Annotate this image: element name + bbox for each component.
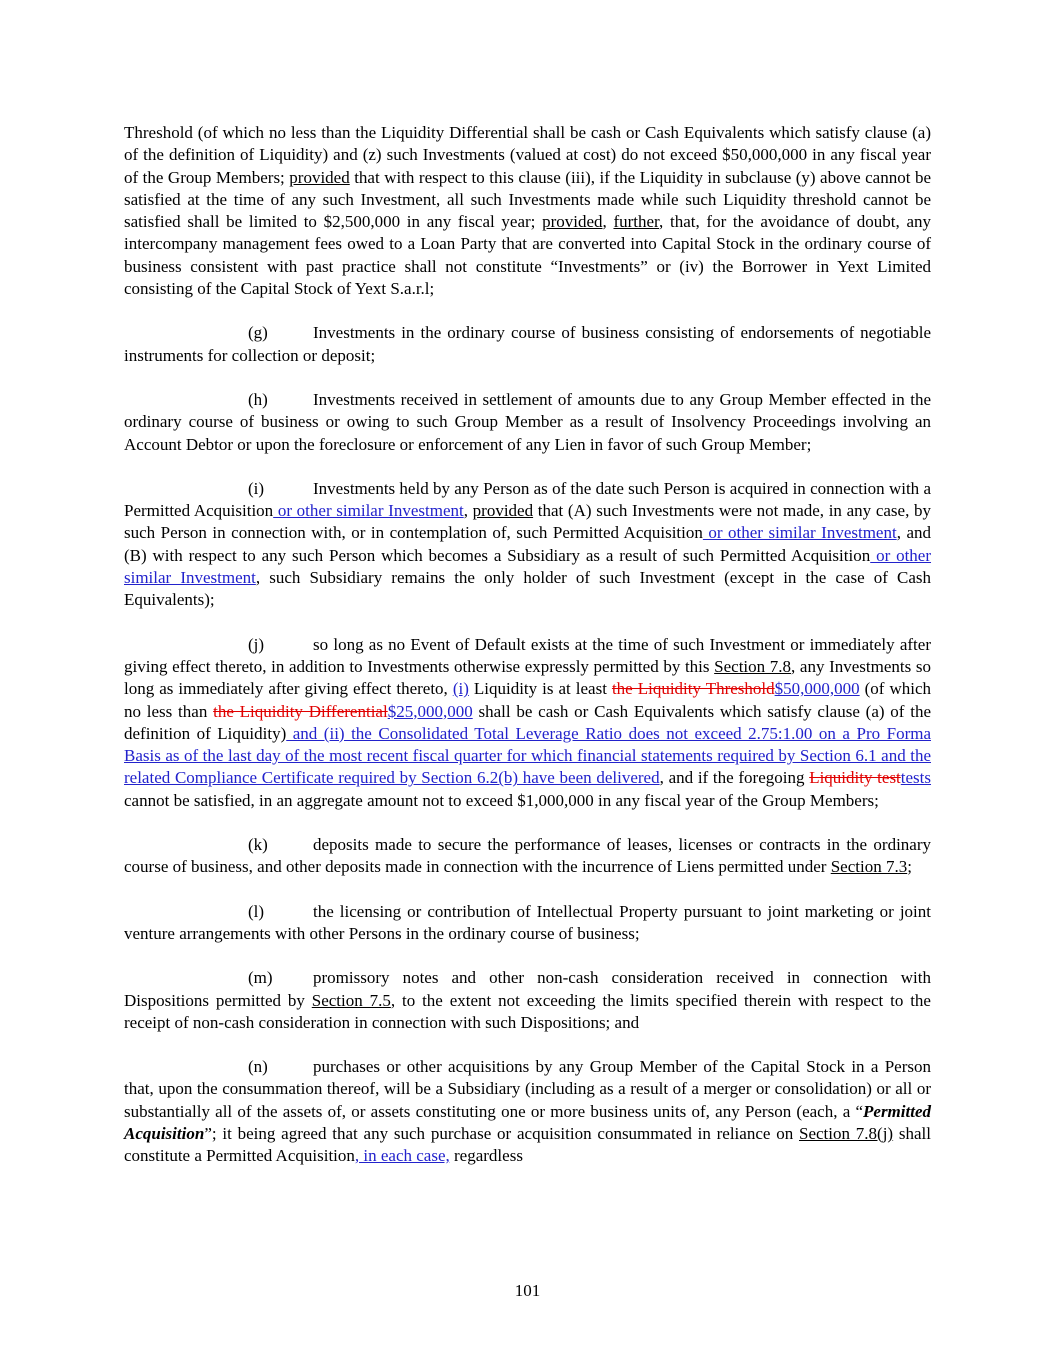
inserted-text: (i) (452, 679, 469, 699)
paragraph-h (124, 389, 931, 456)
text-run: ”; it being agreed that any such purchase or acquisition consummated in reliance on (204, 1123, 799, 1143)
text-run: that (A) such Investments were not made, in any case, by such Person in connection with, or in contemplation of, such Permitted Acquisition (124, 501, 932, 543)
paragraph-l (124, 901, 931, 946)
underlined-term: Section 7.5 (311, 990, 391, 1010)
paragraph-label: (h) (248, 389, 268, 409)
text-run: , that, for the avoidance of doubt, any intercompany management fees owed to a Loan Party that are converted into Capital Stock in the ordinary course of business consistent with past practice shall not constitute “Investments” or (iv) the Borrower in Yext Limited consisting of the Capital Stock of Yext S.a.r.l; (124, 212, 932, 299)
paragraph-k (124, 834, 931, 879)
paragraph-label: (g) (248, 323, 268, 343)
underlined-term: Section 7.8 (714, 656, 792, 676)
inserted-text: or other similar Investment (124, 545, 932, 588)
underlined-term: provided (542, 212, 603, 232)
inserted-text: , in each case, (354, 1146, 450, 1166)
paragraph-label: (k) (248, 835, 268, 855)
document-body (124, 122, 931, 1168)
inserted-text: $25,000,000 (387, 701, 473, 721)
text-run: so long as no Event of Default exists at the time of such Investment or immediately after giving effect thereto, in addition to Investments otherwise expressly permitted by this (124, 634, 931, 676)
text-run: , any Investments so long as immediately after giving effect thereto, (124, 656, 931, 699)
text-run: (of which no less than (124, 679, 932, 721)
text-run: , to the extent not exceeding the limits specified therein with respect to the receipt of non-cash consideration in connection with such Dispositions; and (124, 990, 931, 1032)
text-run: , and if the foregoing (659, 768, 810, 788)
text-run: Liquidity is at least (468, 679, 612, 699)
paragraph-n (124, 1056, 931, 1167)
inserted-text: or other similar Investment (702, 523, 897, 543)
text-run: , (602, 212, 614, 232)
paragraph-i (124, 478, 931, 612)
paragraph-label: (n) (248, 1057, 268, 1077)
underlined-term: provided (289, 167, 350, 187)
text-run: deposits made to secure the performance of leases, licenses or contracts in the ordinary course of business, and other deposits made in connection with the incurrence of Liens permitted under (124, 835, 931, 877)
paragraph-m (124, 967, 931, 1034)
deleted-text: Liquidity test (809, 768, 901, 788)
text-run: , and (B) with respect to any such Person which becomes a Subsidiary as a result of such Permitted Acquisition (124, 523, 931, 565)
text-run: the licensing or contribution of Intellectual Property pursuant to joint marketing or joint venture arrangements with other Persons in the ordinary course of business; (124, 901, 931, 943)
paragraph-continuation (124, 122, 931, 300)
text-run: cannot be satisfied, in an aggregate amount not to exceed $1,000,000 in any fiscal year of the Group Members; (124, 790, 879, 810)
text-run: shall constitute a Permitted Acquisition (124, 1123, 931, 1166)
text-run: , such Subsidiary remains the only holder of such Investment (except in the case of Cash Equivalents); (124, 568, 931, 610)
underlined-term: Section 7.3 (830, 857, 908, 877)
page-number: 101 (514, 1281, 541, 1300)
text-run: purchases or other acquisitions by any Group Member of the Capital Stock in a Person that, upon the consummation thereof, will be a Subsidiary (including as a result of a merger or consolidation) or all or substantially all of the assets of, or assets constituting one or more business units of, any Person (each, a “ (124, 1057, 931, 1121)
text-run: regardless (449, 1146, 523, 1166)
underlined-term: further (613, 212, 660, 232)
text-run: shall be cash or Cash Equivalents which satisfy clause (a) of the definition of Liquidity) (124, 701, 932, 743)
text-run: ; (907, 857, 912, 877)
text-run: Threshold (of which no less than the Liquidity Differential shall be cash or Cash Equivalents which satisfy clause (a) of the definition of Liquidity) and (z) such Investments (valued at cost) do not exceed $50,000,000 in any fiscal year of the Group Members; (124, 123, 931, 187)
underlined-term: Section 7.8(j) (799, 1123, 894, 1143)
paragraph-label: (i) (248, 478, 265, 498)
inserted-text: tests (900, 768, 932, 788)
defined-term: Permitted Acquisition (124, 1101, 931, 1143)
deleted-text: the Liquidity Differential (213, 701, 388, 721)
text-run: Investments received in settlement of amounts due to any Group Member effected in the ordinary course of business or owing to such Group Member as a result of Insolvency Proceedings involving an Account Debtor or upon the foreclosure or enforcement of any Lien in favor of such Group Member; (124, 389, 931, 454)
deleted-text: the Liquidity Threshold (611, 679, 775, 699)
paragraph-j (124, 634, 931, 812)
text-run: that with respect to this clause (iii), if the Liquidity in subclause (y) above cannot be satisfied at the time of any such Investment, all such Investments made while such Liquidity threshold cannot be satisfied shall be limited to $2,500,000 in any fiscal year; (124, 167, 931, 232)
paragraph-label: (l) (248, 901, 265, 921)
paragraph-g (124, 322, 931, 367)
inserted-text: and (ii) the Consolidated Total Leverage Ratio does not exceed 2.75:1.00 on a Pro Forma Basis as of the last day of the most recent fiscal quarter for which financial statements required by Section 6.1 and the related Compliance Certificate required by Section 6.2(b) have been delivered (124, 723, 931, 788)
text-run: , (463, 501, 473, 521)
text-run: Investments held by any Person as of the date such Person is acquired in connection with a Permitted Acquisition (124, 478, 931, 521)
paragraph-label: (j) (248, 634, 265, 654)
underlined-term: provided (472, 501, 534, 521)
text-run: Investments in the ordinary course of business consisting of endorsements of negotiable instruments for collection or deposit; (124, 323, 931, 365)
text-run: promissory notes and other non-cash consideration received in connection with Dispositions permitted by (124, 968, 931, 1010)
inserted-text: or other similar Investment (273, 501, 464, 521)
inserted-text: $50,000,000 (774, 679, 860, 699)
paragraph-label: (m) (248, 968, 273, 988)
